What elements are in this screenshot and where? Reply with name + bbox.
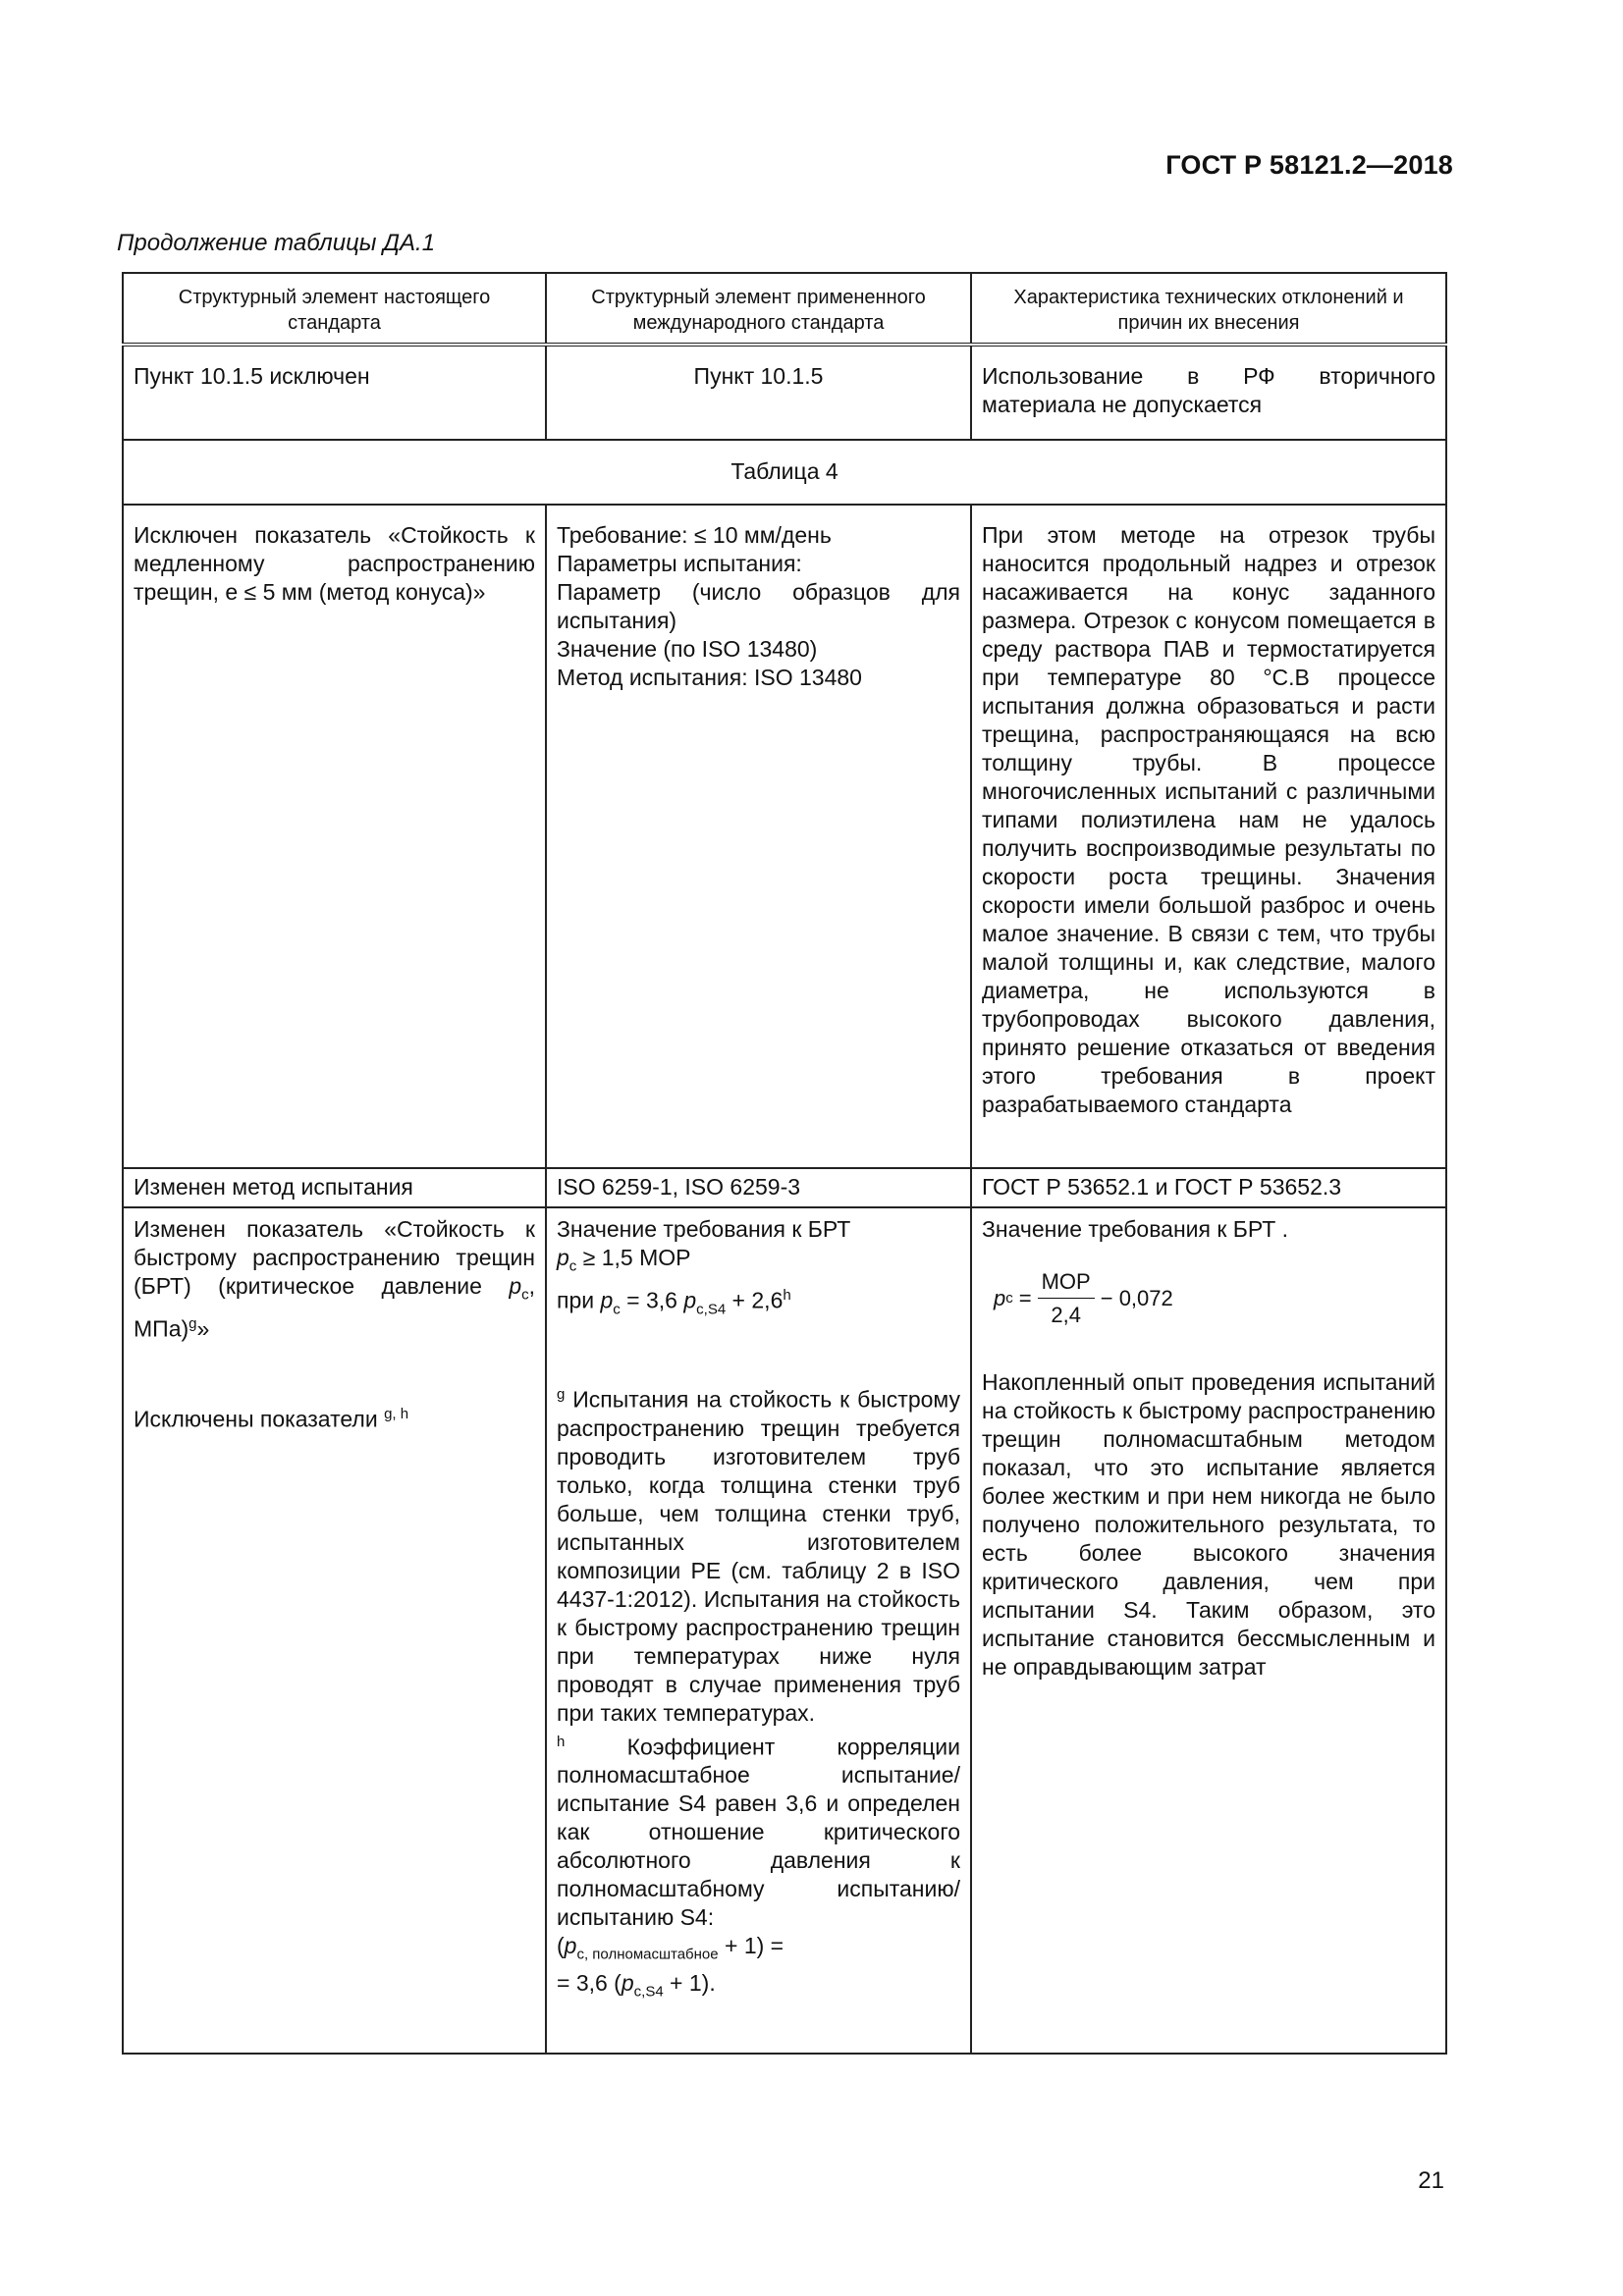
- text-fragment: , МПа): [134, 1273, 535, 1342]
- footnote-h: [557, 1728, 960, 1933]
- text-line: Значение требования к БРТ: [557, 1216, 851, 1242]
- document-code: ГОСТ Р 58121.2—2018: [1165, 150, 1453, 180]
- text-fragment: ≥ 1,5 MOP: [576, 1245, 691, 1270]
- text-fragment: + 1) =: [718, 1933, 784, 1959]
- formula-line: [557, 1244, 960, 1281]
- footnote-mark: g: [557, 1385, 566, 1403]
- explanation-text: Накопленный опыт проведения испытаний на стойкость к быстрому распространению трещин полномасштабным методом показал, что это испытание является более жестким и при нем никогда не было получено положительного результата, то есть более высокого значения критического давления, чем при испытании S4. Таким образом, это испытание становится бессмысленным и не оправдывающим затрат: [982, 1369, 1435, 1680]
- table-header-row: [123, 273, 1446, 345]
- column-header: Структурный элемент примененного международного стандарта: [546, 273, 971, 345]
- subscript: c: [568, 1257, 577, 1275]
- table-cell: ГОСТ Р 53652.1 и ГОСТ Р 53652.3: [971, 1168, 1446, 1207]
- subscript: c: [521, 1286, 529, 1304]
- footnote-text: Коэффициент корреляции полномасштабное испытание/испытание S4 равен 3,6 и определен как отношение критического абсолютного давления к полномасштабному испытанию/испытанию S4:: [557, 1734, 960, 1931]
- equals-sign: =: [1018, 1286, 1032, 1310]
- column-header: Структурный элемент настоящего стандарта: [123, 273, 546, 345]
- text-fragment: Исключены показатели: [134, 1406, 385, 1432]
- text-line: Требование: ≤ 10 мм/день: [557, 522, 832, 548]
- excluded-indicators-text: [134, 1400, 535, 1434]
- subscript: c,S4: [696, 1300, 727, 1317]
- symbol-p: p: [994, 1286, 1006, 1310]
- text-line: Значение требования к БРТ .: [982, 1216, 1289, 1242]
- table-cell: [971, 1207, 1446, 2054]
- text-line: Метод испытания: ISO 13480: [557, 665, 862, 690]
- table-cell: Исключен показатель «Стойкость к медленному распространению трещин, е ≤ 5 мм (метод конуса)»: [123, 505, 546, 1168]
- symbol-p: p: [600, 1287, 614, 1313]
- text-fragment: + 1).: [663, 1969, 716, 1996]
- table-cell: Использование в РФ вторичного материала не допускается: [971, 345, 1446, 440]
- section-title: Таблица 4: [123, 440, 1446, 505]
- subscript: c, полномасштабное: [576, 1946, 719, 1963]
- symbol-p: p: [621, 1969, 634, 1996]
- table-cell: Пункт 10.1.5: [546, 345, 971, 440]
- page-number: 21: [1418, 2167, 1444, 2194]
- formula-tail: − 0,072: [1100, 1286, 1173, 1310]
- table-row: [123, 345, 1446, 440]
- text-fragment: »: [196, 1315, 210, 1342]
- text-fragment: при: [557, 1287, 601, 1313]
- footnote-text: Испытания на стойкость к быстрому распространению трещин требуется проводить изготовителем труб только, когда толщина стенки труб больше, чем толщина стенки труб, испытанных изготовителем композиции PE (см. таблицу 2 в ISO 4437-1:2012). Испытания на стойкость к быстрому распространению трещин при температурах ниже нуля проводят в случае применения труб при таких температурах.: [557, 1386, 960, 1726]
- table-cell: Пункт 10.1.5 исключен: [123, 345, 546, 440]
- footnote-mark: g: [189, 1314, 197, 1332]
- text-line: Параметр (число образцов для испытания): [557, 579, 960, 633]
- table-row: [123, 1168, 1446, 1207]
- fraction-numerator: MOP: [1038, 1267, 1095, 1299]
- formula-line: [557, 1281, 960, 1323]
- text-fragment: (: [557, 1933, 565, 1959]
- subscript: c,S4: [633, 1983, 664, 2001]
- brt-formula: [994, 1267, 1173, 1329]
- deviation-table: [122, 272, 1447, 2055]
- text-fragment: = 3,6: [620, 1287, 684, 1313]
- text-line: Значение (по ISO 13480): [557, 636, 818, 662]
- text-fragment: = 3,6 (: [557, 1969, 622, 1996]
- footnote-mark: g, h: [384, 1406, 409, 1423]
- formula-line: [557, 1969, 960, 2006]
- fraction-denominator: 2,4: [1051, 1303, 1081, 1327]
- table-cell: ISO 6259-1, ISO 6259-3: [546, 1168, 971, 1207]
- symbol-p: p: [509, 1273, 522, 1299]
- table-caption: Продолжение таблицы ДА.1: [117, 230, 436, 256]
- footnote-g: [557, 1380, 960, 1728]
- changed-indicator-text: [134, 1215, 535, 1343]
- subscript: c: [613, 1300, 621, 1317]
- footnote-mark: h: [783, 1286, 791, 1304]
- table-cell: При этом методе на отрезок трубы наносится продольный надрез и отрезок насаживается на конус заданного размера. Отрезок с конусом помещается в среду раствора ПАВ и термостатируется при температуре 80 °С.В процессе испытания должна образоваться и расти трещина, распространяющаяся на всю толщину трубы. В процессе многочисленных испытаний с различными типами полиэтилена нам не удалось получить воспроизводимые результаты по скорости роста трещины. Значения скорости имели большой разброс и очень малое значение. В связи с тем, что трубы малой толщины и, как следствие, малого диаметра, не используются в трубопроводах высокого давления, принято решение отказаться от введения этого требования в проект разрабатываемого стандарта: [971, 505, 1446, 1168]
- text-line: Параметры испытания:: [557, 551, 802, 576]
- table-cell: [123, 1207, 546, 2054]
- table-cell: Изменен метод испытания: [123, 1168, 546, 1207]
- table-cell: [546, 505, 971, 1168]
- table-row: [123, 505, 1446, 1168]
- section-row: [123, 440, 1446, 505]
- symbol-p: p: [683, 1287, 697, 1313]
- text-fragment: Изменен показатель «Стойкость к быстрому распространению трещин (БРТ) (критическое давление: [134, 1216, 535, 1299]
- column-header: Характеристика технических отклонений и причин их внесения: [971, 273, 1446, 345]
- text-fragment: + 2,6: [726, 1287, 784, 1313]
- footnote-mark: h: [557, 1733, 566, 1750]
- symbol-p: p: [557, 1245, 569, 1270]
- formula-line: [557, 1932, 960, 1969]
- fraction: [1038, 1267, 1095, 1329]
- table-cell: [546, 1207, 971, 2054]
- table-row: [123, 1207, 1446, 2054]
- subscript: c: [1005, 1290, 1013, 1307]
- symbol-p: p: [564, 1933, 577, 1959]
